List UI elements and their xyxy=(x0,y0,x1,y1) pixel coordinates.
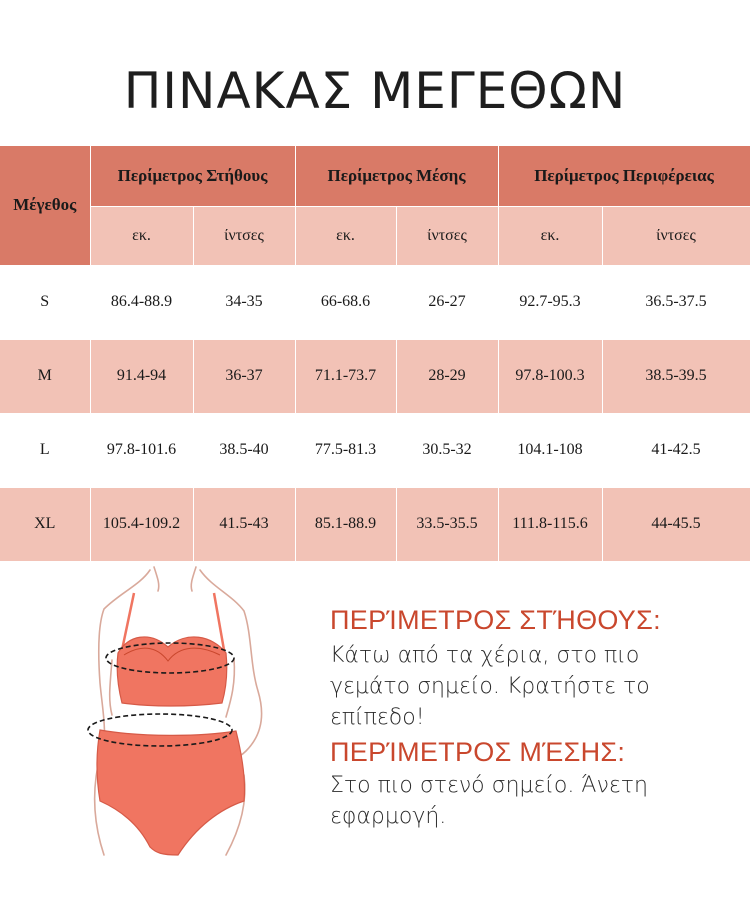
table-cell: 91.4-94 xyxy=(90,339,193,413)
waist-header: Περίμετρος Μέσης xyxy=(295,146,498,206)
table-cell: 111.8-115.6 xyxy=(498,487,602,561)
table-cell: 71.1-73.7 xyxy=(295,339,396,413)
size-header: Μέγεθος xyxy=(0,146,90,265)
table-cell: 105.4-109.2 xyxy=(90,487,193,561)
table-cell: 33.5-35.5 xyxy=(396,487,498,561)
bust-guide xyxy=(330,605,740,733)
waist-guide-title: ΠΕΡΊΜΕΤΡΟΣ ΜΈΣΗΣ: xyxy=(330,737,626,767)
table-row xyxy=(0,413,750,487)
table-cell: 66-68.6 xyxy=(295,265,396,339)
table-cell: 36-37 xyxy=(193,339,295,413)
size-chart-table xyxy=(0,146,750,562)
table-cell: 34-35 xyxy=(193,265,295,339)
body-measurement-illustration xyxy=(0,565,320,865)
table-row xyxy=(0,339,750,413)
unit-inch: ίντσες xyxy=(193,206,295,265)
bust-guide-title: ΠΕΡΊΜΕΤΡΟΣ ΣΤΉΘΟΥΣ: xyxy=(330,605,661,635)
table-cell: 30.5-32 xyxy=(396,413,498,487)
table-cell: 41.5-43 xyxy=(193,487,295,561)
table-cell: 26-27 xyxy=(396,265,498,339)
bust-guide-line: Κάτω από τα χέρια, στο πιο xyxy=(330,643,640,668)
table-cell: 97.8-101.6 xyxy=(90,413,193,487)
size-label: L xyxy=(0,413,90,487)
table-cell: 85.1-88.9 xyxy=(295,487,396,561)
bust-guide-text xyxy=(330,640,740,733)
size-label: S xyxy=(0,265,90,339)
table-row xyxy=(0,487,750,561)
bust-header: Περίμετρος Στήθους xyxy=(90,146,295,206)
hip-header: Περίμετρος Περιφέρειας xyxy=(498,146,750,206)
unit-cm: εκ. xyxy=(498,206,602,265)
table-cell: 38.5-40 xyxy=(193,413,295,487)
table-cell: 97.8-100.3 xyxy=(498,339,602,413)
bra-shape xyxy=(117,593,227,706)
table-cell: 41-42.5 xyxy=(602,413,750,487)
bottoms-shape xyxy=(97,730,245,855)
table-cell: 104.1-108 xyxy=(498,413,602,487)
table-cell: 77.5-81.3 xyxy=(295,413,396,487)
size-label: M xyxy=(0,339,90,413)
table-cell: 92.7-95.3 xyxy=(498,265,602,339)
waist-guide xyxy=(330,737,740,832)
unit-inch: ίντσες xyxy=(602,206,750,265)
table-cell: 28-29 xyxy=(396,339,498,413)
table-cell: 86.4-88.9 xyxy=(90,265,193,339)
table-row xyxy=(0,265,750,339)
size-label: XL xyxy=(0,487,90,561)
table-cell: 44-45.5 xyxy=(602,487,750,561)
unit-cm: εκ. xyxy=(90,206,193,265)
unit-inch: ίντσες xyxy=(396,206,498,265)
unit-cm: εκ. xyxy=(295,206,396,265)
waist-guide-line: Στο πιο στενό σημείο. Άνετη xyxy=(330,773,648,798)
table-cell: 36.5-37.5 xyxy=(602,265,750,339)
waist-guide-line: εφαρμογή. xyxy=(330,804,447,829)
table-cell: 38.5-39.5 xyxy=(602,339,750,413)
page-title: ΠΙΝΑΚΑΣ ΜΕΓΕΘΩΝ xyxy=(123,62,627,120)
bust-guide-line: επίπεδο! xyxy=(330,705,425,730)
waist-guide-text xyxy=(330,770,740,832)
bust-guide-line: γεμάτο σημείο. Κρατήστε το xyxy=(330,674,650,699)
